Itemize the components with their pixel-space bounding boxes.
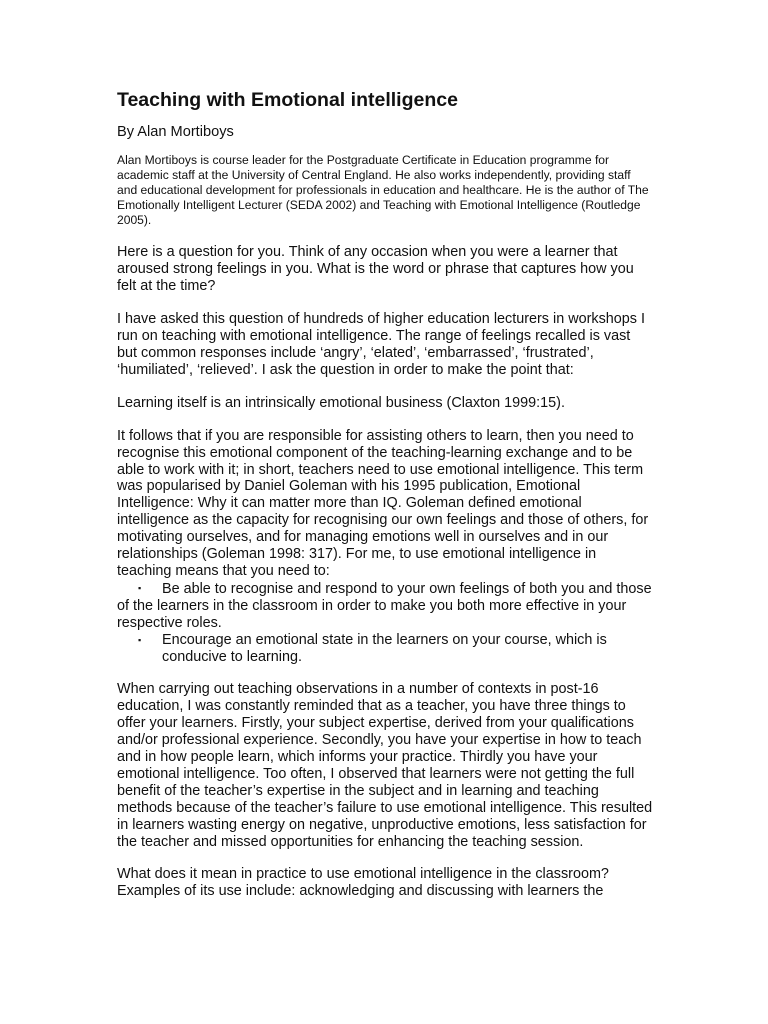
bullet-square-icon: ▪ (138, 582, 142, 593)
paragraph-quote: Learning itself is an intrinsically emotional business (Claxton 1999:15). (117, 394, 565, 411)
list-item-text: Be able to recognise and respond to your own feelings of both you and those of the learners in the classroom in order to make you both more effective in your respective roles. (117, 580, 652, 631)
paragraph-observations: When carrying out teaching observations in a number of contexts in post-16 education, I was constantly reminded that as a teacher, you have three things to offer your learners. Firstly, your subject expertise, derived from your qualifications and/or professional experience. Secondly, you have your expertise in how to teach and in how people learn, which informs your practice. Thirdly you have your emotional intelligence. Too often, I observed that learners were not getting the full benefit of the teacher’s expertise in the subject and in learning and teaching methods because of the teacher’s failure to use emotional intelligence. This resulted in learners wasting energy on negative, unproductive emotions, less satisfaction for the teacher and missed opportunities for enhancing the teaching session. (117, 681, 653, 850)
paragraph-goleman: It follows that if you are responsible for assisting others to learn, then you need to recognise this emotional component of the teaching-learning exchange and to be able to work with it; in short, teachers need to use emotional intelligence. This term was popularised by Daniel Goleman with his 1995 publication, Emotional Intelligence: Why it can matter more than IQ. Goleman defined emotional intelligence as the capacity for recognising our own feelings and those of others, for motivating ourselves, and for managing emotions well in ourselves and in our relationships (Goleman 1998: 317). For me, to use emotional intelligence in teaching means that you need to: (117, 427, 649, 579)
list-item-text: Encourage an emotional state in the learners on your course, which is conducive to learning. (162, 631, 607, 665)
bullet-list (117, 580, 653, 666)
paragraph-workshops: I have asked this question of hundreds of higher education lecturers in workshops I run on teaching with emotional intelligence. The range of feelings recalled is vast but common responses include ‘angry’, ‘elated’, ‘embarrassed’, ‘frustrated’, ‘humiliated’, ‘relieved’. I ask the question in order to make the point that: (117, 311, 645, 378)
paragraph-question: Here is a question for you. Think of any occasion when you were a learner that aroused strong feelings in you. What is the word or phrase that captures how you felt at the time? (117, 244, 634, 295)
document-author: By Alan Mortiboys (117, 124, 234, 140)
list-item (117, 632, 653, 666)
document-page (117, 88, 653, 916)
bullet-square-icon: ▪ (138, 634, 142, 645)
author-bio: Alan Mortiboys is course leader for the Postgraduate Certificate in Education programme for academic staff at the University of Central England. He also works independently, providing staff and educational development for professionals in education and healthcare. He is the author of The Emotionally Intelligent Lecturer (SEDA 2002) and Teaching with Emotional Intelligence (Routledge 2005). (117, 153, 649, 228)
list-item (117, 580, 653, 632)
document-title: Teaching with Emotional intelligence (117, 89, 458, 111)
paragraph-practice: What does it mean in practice to use emotional intelligence in the classroom? Examples of its use include: acknowledging and discussing with learners the (117, 866, 609, 900)
